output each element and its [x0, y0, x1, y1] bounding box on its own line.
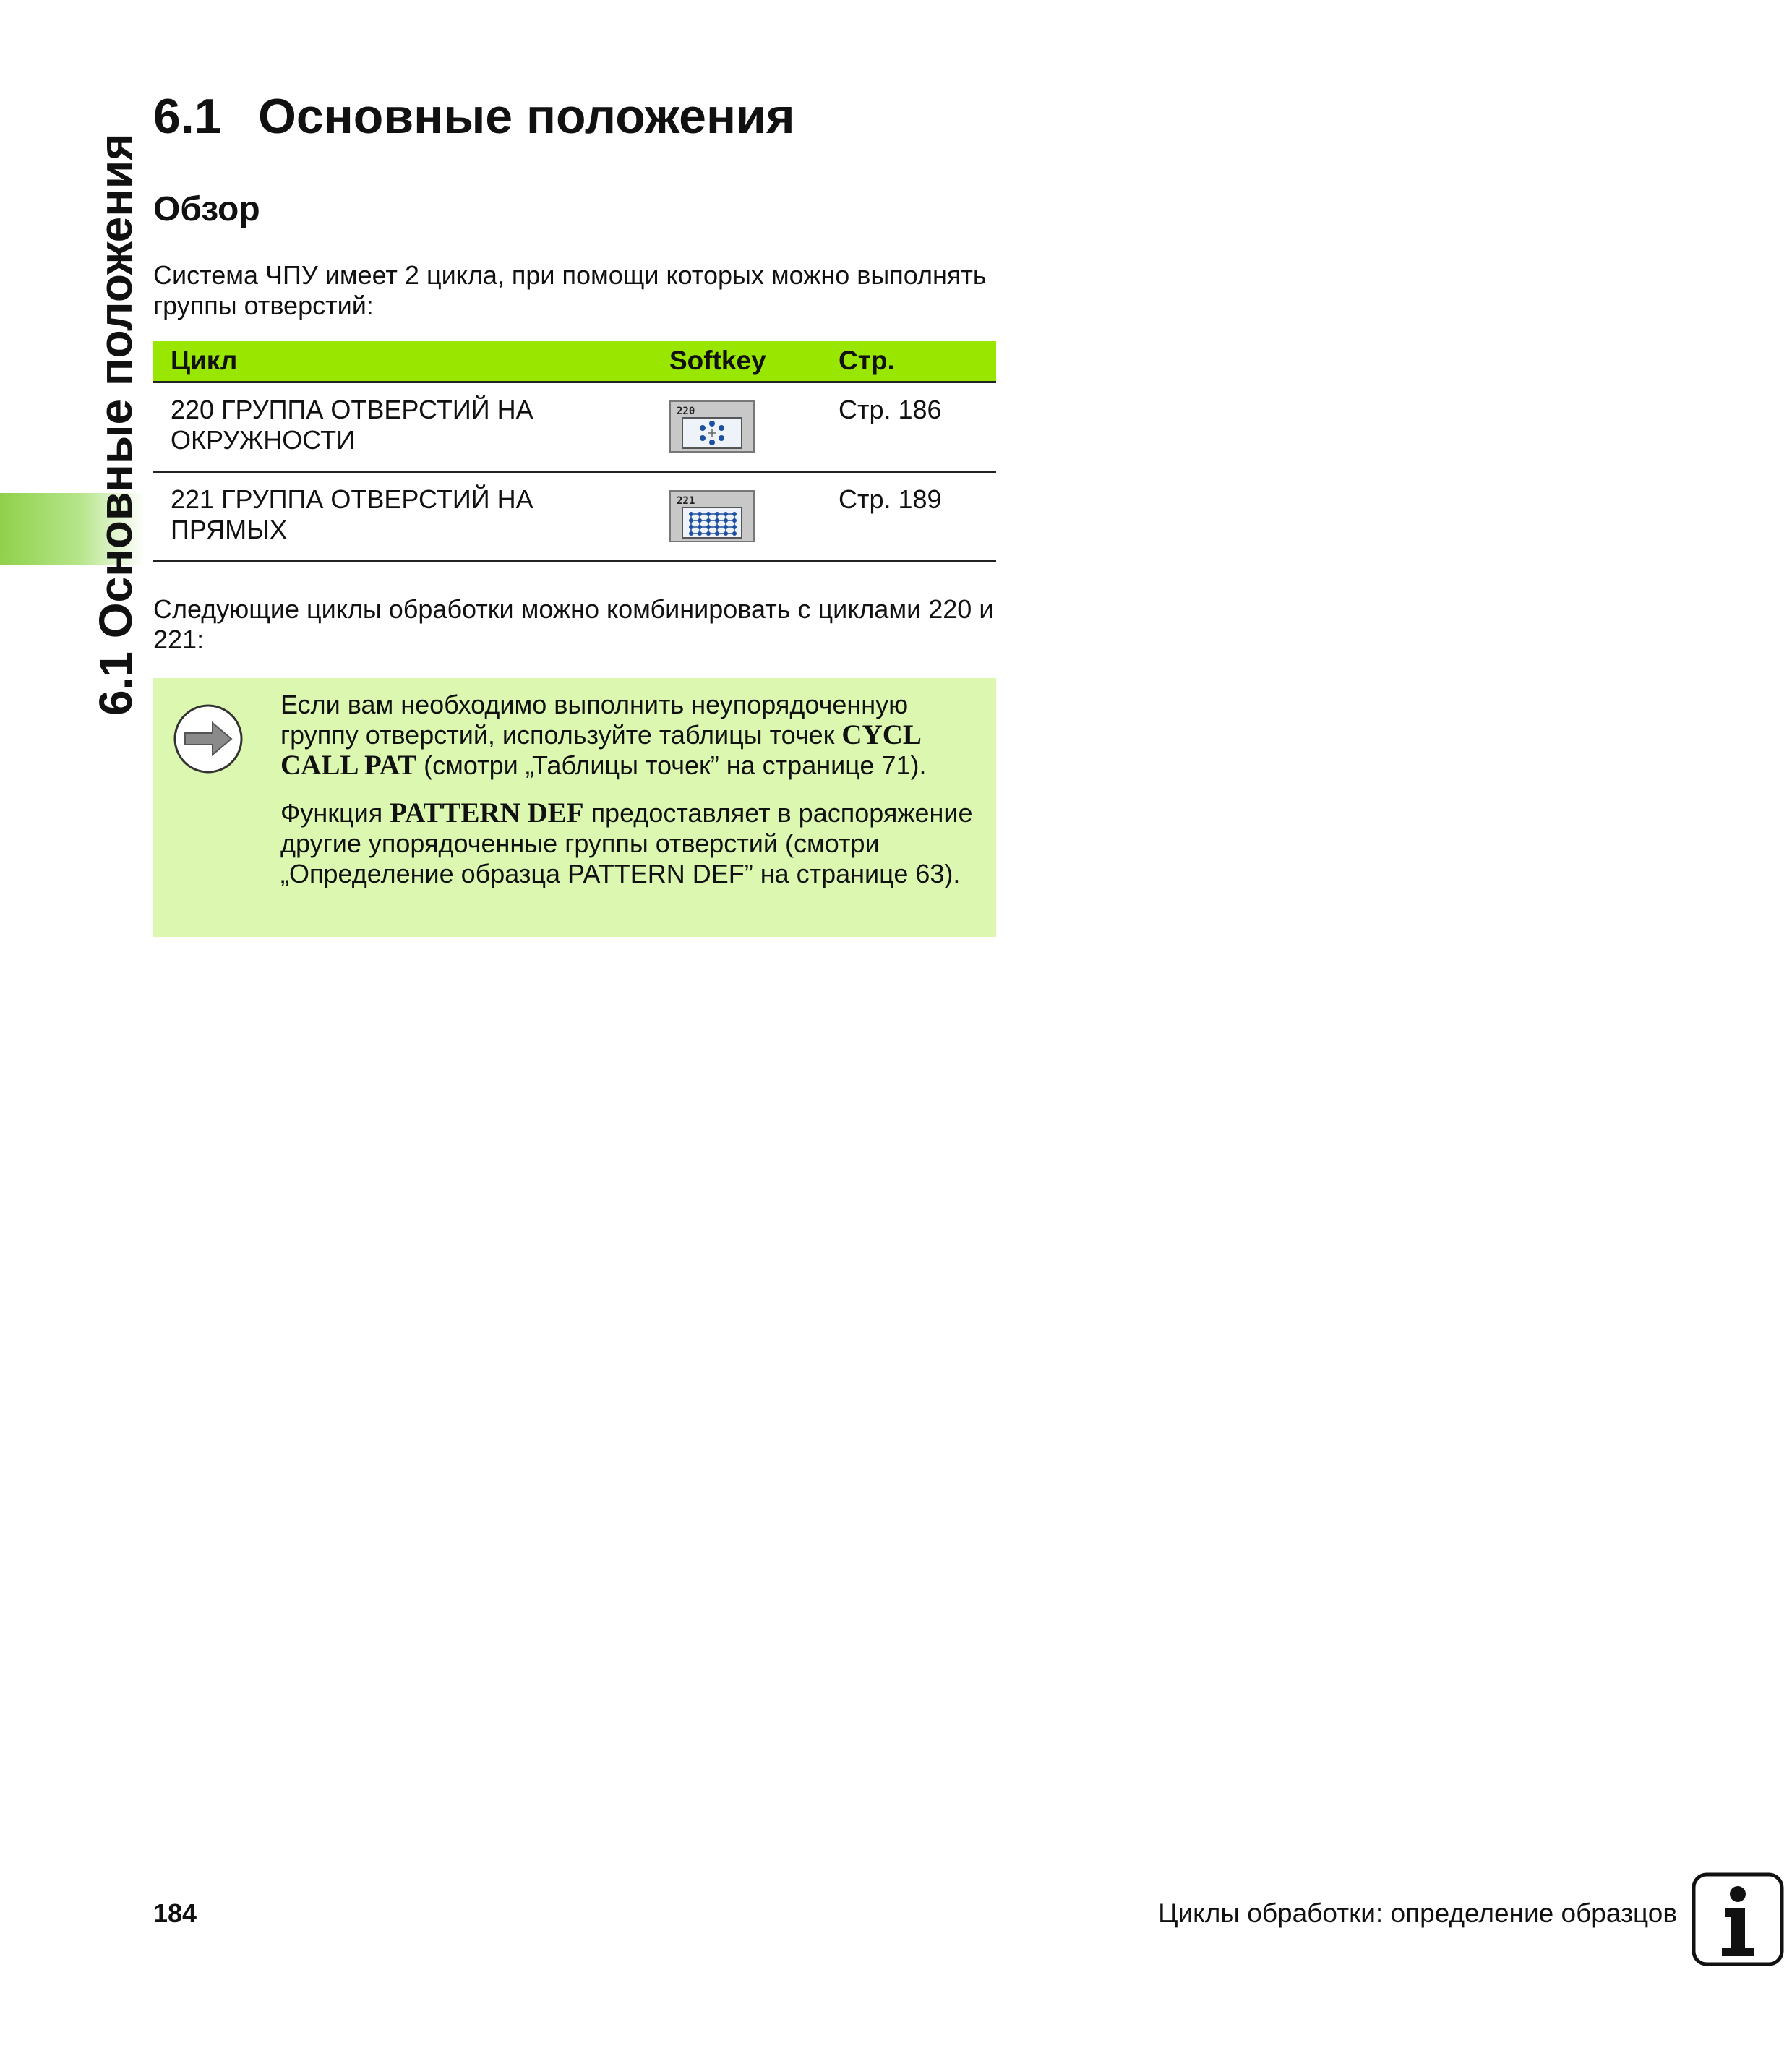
note-paragraph — [280, 690, 974, 781]
intro-paragraph: Система ЧПУ имеет 2 цикла, при помощи которых можно выполнять группы отверстий: — [153, 260, 987, 320]
cycle-name-line: 220 ГРУППА ОТВЕРСТИЙ НА — [171, 394, 533, 424]
note-text-fragment: Функция — [280, 798, 390, 828]
page-title — [153, 88, 795, 145]
cycle-name-line: ПРЯМЫХ — [171, 514, 287, 544]
softkey-cell — [652, 471, 821, 561]
section-title: Основные положения — [258, 89, 795, 144]
cycle-name-line: ОКРУЖНОСТИ — [171, 424, 355, 455]
cycle-table — [153, 341, 996, 562]
table-row — [153, 382, 996, 471]
section-number: 6.1 — [153, 89, 222, 144]
subheading: Обзор — [153, 190, 260, 228]
page-number: 184 — [153, 1898, 197, 1928]
table-row — [153, 471, 996, 561]
grid-pattern-softkey-icon[interactable] — [669, 490, 755, 542]
page-ref-cell: Стр. 189 — [821, 471, 996, 561]
note-text — [280, 690, 974, 907]
column-header-softkey: Softkey — [652, 341, 821, 382]
note-text-fragment: (смотри „Таблицы точек” на странице 71). — [416, 750, 927, 780]
column-header-cycle: Цикл — [153, 341, 652, 382]
info-icon — [1692, 1872, 1784, 1966]
cycle-name-line: 221 ГРУППА ОТВЕРСТИЙ НА — [171, 484, 533, 514]
note-text-fragment: Если вам необходимо выполнить неупорядоченную группу отверстий, используйте таблицы точек — [280, 690, 909, 750]
circle-pattern-softkey-icon[interactable] — [669, 400, 755, 453]
softkey-label: 220 — [677, 405, 695, 417]
note-paragraph — [280, 798, 974, 889]
table-header-row — [153, 341, 996, 382]
keyword-cycl-call-pat: CYCL CALL PAT — [280, 719, 920, 781]
cycle-name-cell — [153, 382, 652, 471]
softkey-label: 221 — [677, 494, 695, 507]
arrow-right-icon — [172, 703, 244, 775]
combination-paragraph: Следующие циклы обработки можно комбинировать с циклами 220 и 221: — [153, 594, 994, 654]
footer-chapter-title: Циклы обработки: определение образцов — [1158, 1898, 1677, 1928]
cycle-name-cell — [153, 471, 652, 561]
softkey-cell — [652, 382, 821, 471]
note-box — [153, 678, 996, 937]
keyword-pattern-def: PATTERN DEF — [390, 797, 584, 828]
side-chapter-title: 6.1 Основные положения — [90, 133, 142, 716]
note-text-fragment: предоставляет в распоряжение другие упорядоченные группы отверстий (смотри „Определение образца PATTERN DEF” на странице 63). — [280, 798, 973, 888]
page-ref-cell: Стр. 186 — [821, 382, 996, 471]
column-header-page: Стр. — [821, 341, 996, 382]
